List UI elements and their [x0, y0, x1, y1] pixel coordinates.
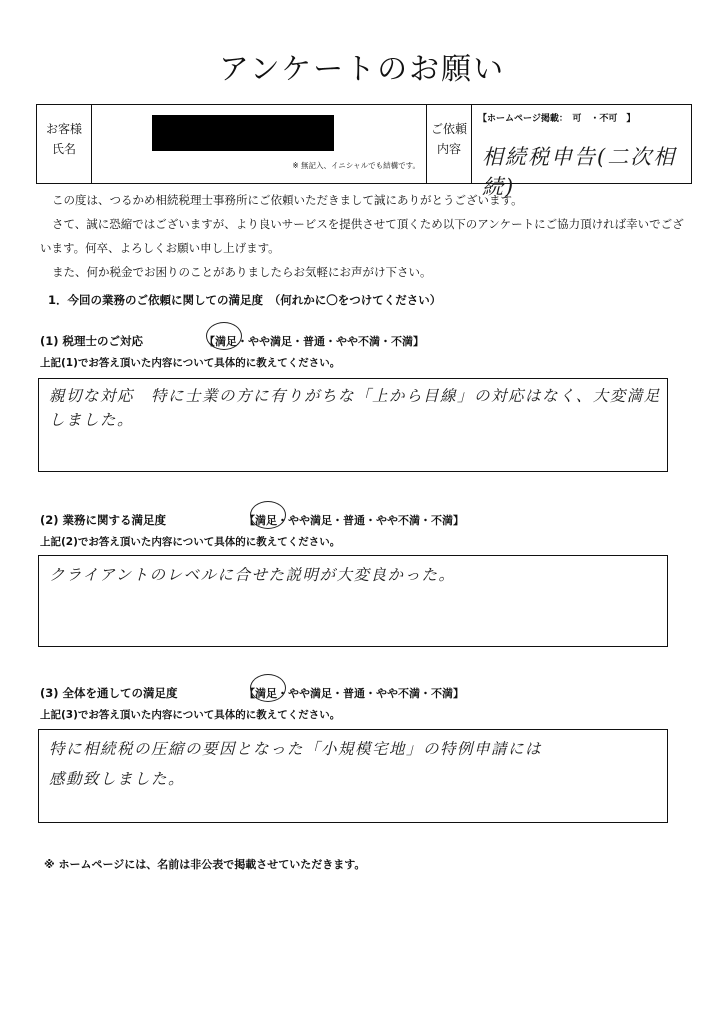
section-1-answer-box — [38, 378, 668, 472]
section-2-title: (2) 業務に関する満足度 — [40, 513, 167, 527]
request-label-cell — [427, 105, 472, 183]
section-2-answer-line-1: クライアントのレベルに合せた説明が大変良かった。 — [49, 566, 456, 584]
name-label: 氏名 — [51, 142, 76, 156]
customer-label-cell — [37, 105, 92, 183]
selected-circle-mark — [250, 674, 286, 702]
request-content-cell — [472, 105, 691, 199]
section-1-answer-line-2: しました。 — [49, 411, 135, 429]
section-3-answer-box — [38, 729, 668, 823]
intro-paragraph: この度は、つるかめ相続税理士事務所にご依頼いただきまして誠にありがとうございます。 — [52, 193, 523, 207]
selected-circle-mark — [250, 501, 286, 529]
header-table — [36, 104, 692, 199]
section-1-prompt: 上記(1)でお答え頂いた内容について具体的に教えてください。 — [40, 357, 341, 369]
name-note: ※ 無記入、イニシャルでも結構です。 — [292, 161, 420, 170]
page-title: アンケートのお願い — [218, 52, 506, 87]
request-content-handwriting: 相続税申告(二次相続) — [482, 145, 677, 199]
selected-circle-mark — [206, 322, 242, 350]
intro-paragraph: さて、誠に恐縮ではございますが、より良いサービスを提供させて頂くため以下のアンケートにご協力頂ければ幸いでございます。何卒、よろしくお願い申し上げます。 — [40, 217, 684, 255]
section-3-options: 【満足・やや満足・普通・やや不満・不満】 — [244, 687, 464, 700]
redacted-name — [152, 115, 334, 151]
section-1-options: 【満足・やや満足・普通・やや不満・不満】 — [204, 335, 424, 348]
section-3-answer-line-1: 特に相続税の圧縮の要因となった「小規模宅地」の特例申請には — [49, 740, 543, 758]
section-2-options: 【満足・やや満足・普通・やや不満・不満】 — [244, 514, 464, 527]
intro-text — [40, 188, 690, 284]
question-heading: 1．今回の業務のご依頼に関しての満足度 （何れかに〇をつけてください） — [48, 293, 442, 307]
publish-permission: 【ホームページ掲載： 可 ・不可 】 — [478, 114, 636, 124]
customer-name-cell — [92, 105, 427, 183]
section-3-prompt: 上記(3)でお答え頂いた内容について具体的に教えてください。 — [40, 709, 341, 721]
content-label: 内容 — [436, 142, 461, 156]
section-1-answer-line-1: 親切な対応 特に士業の方に有りがちな「上から目線」の対応はなく、大変満足 — [49, 387, 661, 405]
customer-label: お客様 — [45, 122, 82, 136]
section-2-prompt: 上記(2)でお答え頂いた内容について具体的に教えてください。 — [40, 536, 341, 548]
request-label: ご依頼 — [430, 122, 467, 136]
intro-paragraph: また、何か税金でお困りのことがありましたらお気軽にお声がけ下さい。 — [52, 265, 432, 279]
section-3-answer-line-2: 感動致しました。 — [49, 770, 186, 788]
footer-note: ※ ホームページには、名前は非公表で掲載させていただきます。 — [44, 858, 366, 871]
section-3-title: (3) 全体を通しての満足度 — [40, 686, 178, 700]
section-2-answer-box — [38, 555, 668, 647]
section-1-title: (1) 税理士のご対応 — [40, 334, 144, 348]
